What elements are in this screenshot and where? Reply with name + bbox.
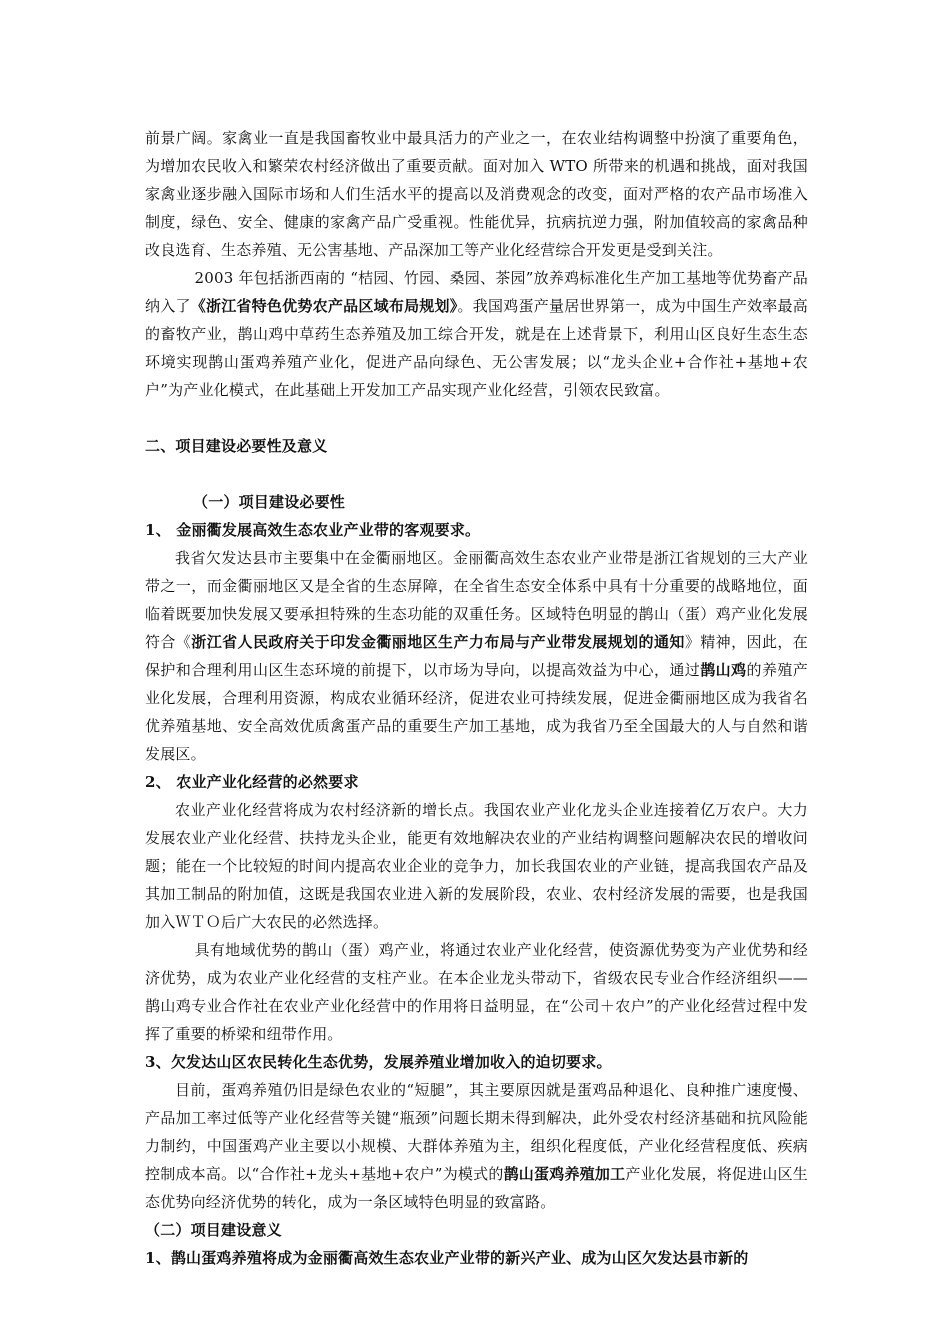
item1-title: 1、 金丽衢发展高效生态农业产业带的客观要求。 — [145, 521, 481, 539]
subsection-heading-necessity: （一）项目建设必要性 — [193, 493, 346, 511]
spacer — [145, 460, 808, 488]
item3-text-c: 产业化发展，将促进山区生态优势向经济优势的转化，成为一条区域特色明显的致富路。 — [145, 1165, 808, 1211]
paragraph-planning-text-c: 。我国鸡蛋产量居世界第一，成为中国生产效率最高的畜牧产业，鹊山鸡中草药生态养殖及加工综合开发，就是在上述背景下，利用山区良好生态生态环境实现鹊山蛋鸡养殖产业化，促进产品向绿色、无公害发展；以“龙头企业+合作社+基地+农户”为产业化模式，在此基础上开发加工产品实现产业化经营，引领农民致富。 — [145, 297, 808, 399]
paragraph-planning-text-a: 2003 年包括浙西南的 “桔园、竹园、桑园、茶园”放养鸡标准化生产加工基地等优势畜产品纳入了 — [145, 269, 808, 315]
item2-paragraph-2: 具有地域优势的鹊山（蛋）鸡产业，将通过农业产业化经营，使资源优势变为产业优势和经济优势，成为农业产业化经营的支柱产业。在本企业龙头带动下，省级农民专业合作经济组织——鹊山鸡专业合作社在农业产业化经营中的作用将日益明显，在“公司＋农户”的产业化经营过程中发挥了重要的桥梁和纽带作用。 — [145, 941, 808, 1043]
item4-title: 1、鹊山蛋鸡养殖将成为金丽衢高效生态农业产业带的新兴产业、成为山区欠发达县市新的 — [145, 1249, 749, 1267]
item3-brand: 鹊山蛋鸡养殖加工 — [503, 1165, 626, 1183]
item1-text-a: 我省欠发达县市主要集中在金衢丽地区。金丽衢高效生态农业产业带是浙江省规划的三大产业带之一，而金衢丽地区又是全省的生态屏障，在全省生态安全体系中具有十分重要的战略地位，面临着既要加快发展又要承担特殊的生态功能的双重任务。区域特色明显的鹊山（蛋）鸡产业化发展符合《 — [145, 549, 808, 651]
item1-brand: 鹊山鸡 — [700, 661, 747, 679]
item1-notice-title: 浙江省人民政府关于印发金衢丽地区生产力布局与产业带发展规划的通知 — [191, 633, 685, 651]
item2-paragraph-1: 农业产业化经营将成为农村经济新的增长点。我国农业产业化龙头企业连接着亿万农户。大力发展农业产业化经营、扶持龙头企业，能更有效地解决农业的产业结构调整问题解决农民的增收问题；能在一个比较短的时间内提高农业企业的竞争力，加长我国农业的产业链，提高我国农产品及其加工制品的附加值，这既是我国农业进入新的发展阶段，农业、农村经济发展的需要，也是我国加入ＷＴＯ后广大农民的必然选择。 — [145, 801, 808, 931]
item2-title: 2、 农业产业化经营的必然要求 — [145, 773, 359, 791]
item3-title: 3、欠发达山区农民转化生态优势，发展养殖业增加收入的迫切要求。 — [145, 1053, 612, 1071]
paragraph-planning — [145, 264, 808, 404]
item1-text-c: 》精神，因此，在保护和合理利用山区生态环境的前提下，以市场为导向，以提高效益为中心，通过 — [145, 633, 808, 679]
item3-paragraph — [145, 1076, 808, 1216]
item1-paragraph — [145, 544, 808, 768]
item1-text-e: 的养殖产业化发展，合理利用资源，构成农业循环经济，促进农业可持续发展，促进金衢丽地区成为我省名优养殖基地、安全高效优质禽蛋产品的重要生产加工基地，成为我省乃至全国最大的人与自然和谐发展区。 — [145, 661, 808, 763]
spacer — [145, 404, 808, 432]
paragraph-intro: 前景广阔。家禽业一直是我国畜牧业中最具活力的产业之一，在农业结构调整中扮演了重要角色，为增加农民收入和繁荣农村经济做出了重要贡献。面对加入 WTO 所带来的机遇和挑战，面对我国家禽业逐步融入国际市场和人们生活水平的提高以及消费观念的改变，面对严格的农产品市场准入制度，绿色、安全、健康的家禽产品广受重视。性能优异，抗病抗逆力强，附加值较高的家禽品种改良选育、生态养殖、无公害基地、产品深加工等产业化经营综合开发更是受到关注。 — [145, 129, 808, 259]
section-heading-2: 二、项目建设必要性及意义 — [145, 437, 328, 455]
item3-text-a: 目前，蛋鸡养殖仍旧是绿色农业的“短腿”，其主要原因就是蛋鸡品种退化、良种推广速度慢、产品加工率过低等产业化经营等关键“瓶颈”问题长期未得到解决，此外受农村经济基础和抗风险能力制约，中国蛋鸡产业主要以小规模、大群体养殖为主，组织化程度低，产业化经营程度低、疾病控制成本高。以“合作社+龙头+基地+农户”为模式的 — [145, 1081, 808, 1183]
subsection-heading-significance: （二）项目建设意义 — [145, 1221, 282, 1239]
paragraph-planning-plan-title: 《浙江省特色优势农产品区域布局规划》 — [190, 297, 458, 315]
